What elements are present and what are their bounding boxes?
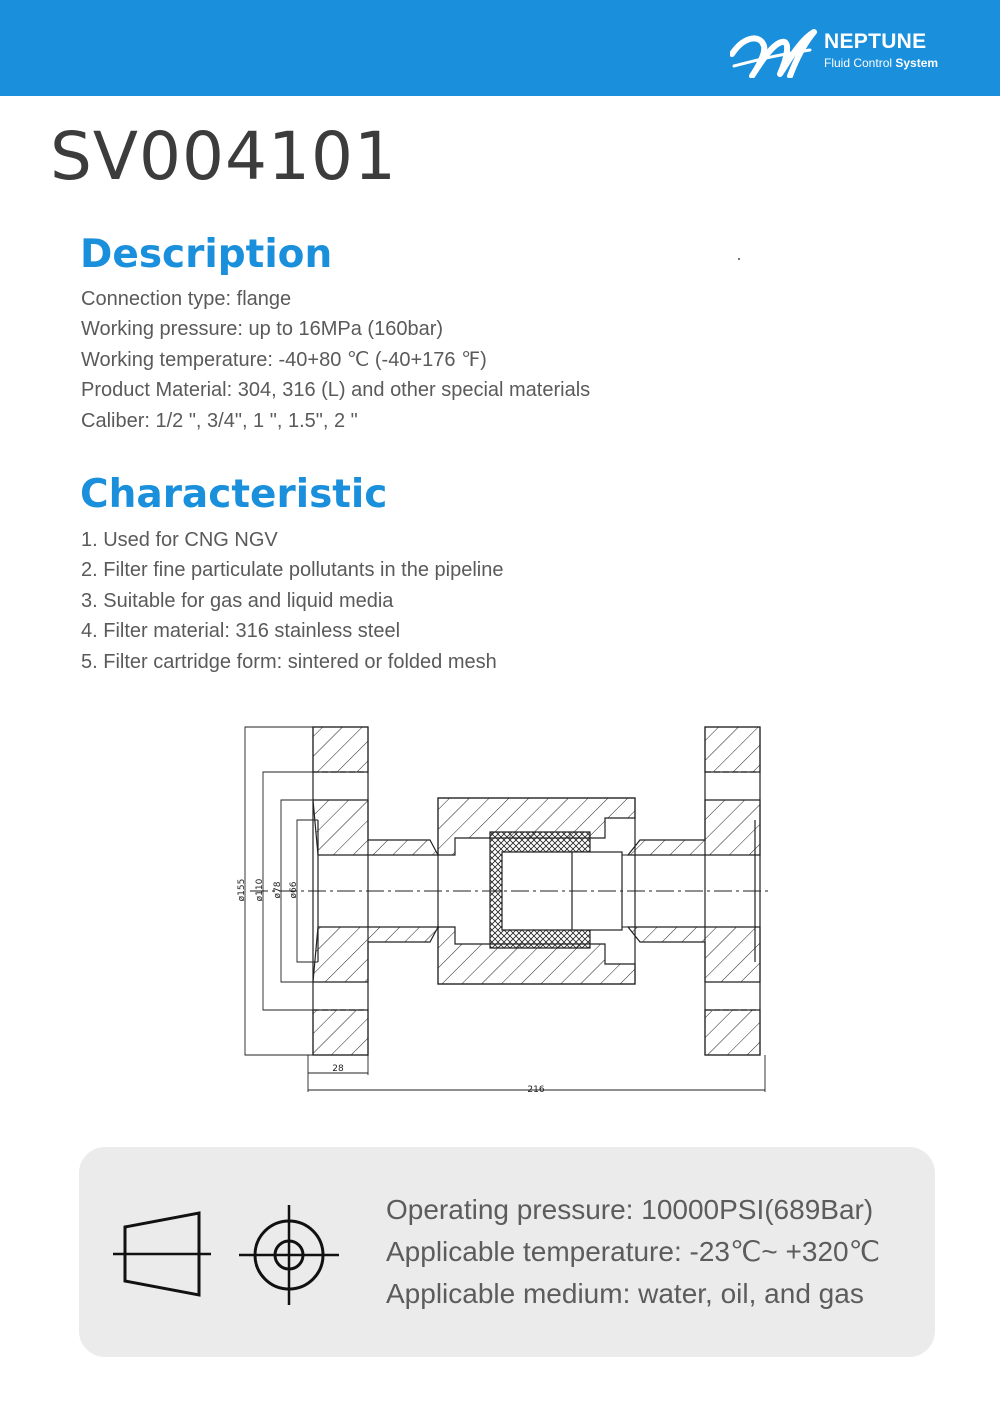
description-line: Working temperature: -40+80 ℃ (-40+176 ℉) [81, 348, 487, 371]
stray-dot [738, 258, 740, 260]
characteristic-list [81, 525, 503, 677]
dimension-overall-length: 216 [527, 1085, 545, 1095]
dimension-flange-thickness: 28 [332, 1064, 344, 1074]
spec-line-temperature: Applicable temperature: -23℃~ +320℃ [386, 1236, 881, 1267]
header-bar [0, 0, 1000, 96]
characteristic-title: Characteristic [80, 472, 388, 517]
neptune-logo-icon [730, 26, 818, 78]
brand-tagline-prefix: Fluid Control [824, 56, 896, 70]
brand-name: NEPTUNE [824, 30, 927, 53]
brand-tagline [824, 56, 938, 70]
product-code: SV004101 [50, 118, 397, 195]
dimension-d66: ø66 [289, 881, 299, 899]
characteristic-line: 3. Suitable for gas and liquid media [81, 589, 394, 612]
characteristic-line: 2. Filter fine particulate pollutants in the pipeline [81, 559, 504, 582]
description-title: Description [80, 232, 333, 277]
description-list [81, 284, 590, 436]
characteristic-line: 1. Used for CNG NGV [81, 529, 278, 551]
brand-tagline-bold: System [895, 56, 939, 70]
dimension-d155: ø155 [237, 878, 247, 902]
spec-panel [79, 1147, 935, 1357]
characteristic-line: 5. Filter cartridge form: sintered or folded mesh [81, 650, 497, 673]
spec-list [386, 1189, 880, 1315]
brand-logo[interactable] [730, 24, 960, 80]
projection-symbol-icon [113, 1209, 213, 1299]
characteristic-line: 4. Filter material: 316 stainless steel [81, 620, 401, 643]
dimension-d110: ø110 [255, 878, 265, 902]
spec-line-medium: Applicable medium: water, oil, and gas [386, 1278, 864, 1309]
description-line: Working pressure: up to 16MPa (160bar) [81, 318, 444, 341]
crosshair-target-icon [239, 1205, 339, 1305]
dimension-d78: ø78 [273, 881, 283, 899]
description-line: Caliber: 1/2 ", 3/4", 1 ", 1.5", 2 " [81, 409, 358, 432]
description-line: Product Material: 304, 316 (L) and other special materials [81, 379, 591, 402]
spec-line-pressure: Operating pressure: 10000PSI(689Bar) [386, 1194, 874, 1225]
filter-cross-section-drawing [222, 715, 782, 1100]
technical-drawing [222, 715, 782, 1100]
description-line: Connection type: flange [81, 288, 292, 310]
